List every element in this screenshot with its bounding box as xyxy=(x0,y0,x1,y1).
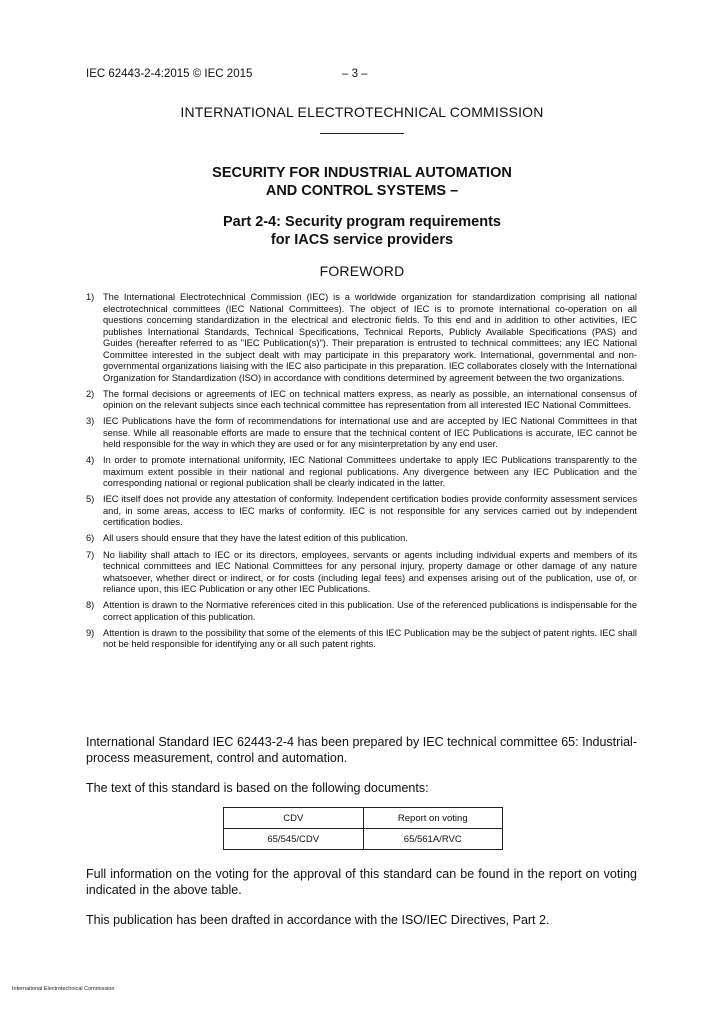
table-cell: 65/545/CDV xyxy=(224,829,364,850)
title-line-1: SECURITY FOR INDUSTRIAL AUTOMATION xyxy=(212,165,512,181)
item-text: In order to promote international uniformity, IEC National Committees undertake to apply IEC Publications transparently to the maximum extent possible in their national and regional publications. Any divergence between any IEC Publication and the corresponding national or regional publication shall be clearly indicated in the latter. xyxy=(103,455,637,489)
title-divider xyxy=(320,133,404,134)
item-text: Attention is drawn to the Normative references cited in this publication. Use of the referenced publications is indispensable for the correct application of this publication. xyxy=(103,600,637,622)
organization-name: INTERNATIONAL ELECTROTECHNICAL COMMISSION xyxy=(180,104,544,120)
item-number: 1) xyxy=(86,292,95,302)
page-header xyxy=(86,68,368,80)
full-info-paragraph: Full information on the voting for the approval of this standard can be found in the report on voting indicated in the above table. xyxy=(86,867,637,897)
item-text: No liability shall attach to IEC or its directors, employees, servants or agents including individual experts and members of its technical committees and IEC National Committees for any personal injury, property damage or other damage of any nature whatsoever, whether direct or indirect, or for costs (including legal fees) and expenses arising out of the publication, use of, or reliance upon, this IEC Publication or any other IEC Publications. xyxy=(103,549,637,595)
foreword-list xyxy=(86,292,637,655)
item-text: Attention is drawn to the possibility that some of the elements of this IEC Publication may be the subject of patent rights. IEC shall not be held responsible for identifying any or all such patent rights. xyxy=(103,627,637,650)
foreword-item xyxy=(86,533,637,545)
foreword-heading: FOREWORD xyxy=(319,263,405,279)
document-id: IEC 62443-2-4:2015 © IEC 2015 xyxy=(86,68,253,80)
voting-table xyxy=(223,807,503,850)
foreword-item xyxy=(86,628,637,651)
item-number: 5) xyxy=(86,494,95,505)
part-title-line-2: for IACS service providers xyxy=(270,232,454,248)
table-row xyxy=(224,829,503,850)
item-text: IEC Publications have the form of recommendations for international use and are accepted by IEC National Committees in that sense. While all reasonable efforts are made to ensure that the technical content of IEC Publications is accurate, IEC cannot be held responsible for the way in which they are used or for any misinterpretation by any end user. xyxy=(103,416,637,450)
table-cell: 65/561A/RVC xyxy=(363,829,503,850)
item-number: 3) xyxy=(86,416,95,427)
item-number: 8) xyxy=(86,600,95,611)
table-header-row xyxy=(224,808,503,829)
based-on-paragraph: The text of this standard is based on the following documents: xyxy=(86,781,429,795)
document-title xyxy=(0,164,724,200)
item-number: 4) xyxy=(86,455,95,466)
part-title-line-1: Part 2-4: Security program requirements xyxy=(222,214,501,230)
page-footer: International Electrotechnical Commission xyxy=(12,986,115,992)
page-number: – 3 – xyxy=(342,68,368,80)
item-number: 7) xyxy=(86,549,95,560)
item-number: 2) xyxy=(86,388,95,399)
part-title xyxy=(0,213,724,249)
title-line-2: AND CONTROL SYSTEMS – xyxy=(265,183,459,199)
foreword-item xyxy=(86,600,637,623)
item-text: All users should ensure that they have the latest edition of this publication. xyxy=(103,533,408,544)
foreword-item xyxy=(86,455,637,490)
drafted-paragraph: This publication has been drafted in accordance with the ISO/IEC Directives, Part 2. xyxy=(86,913,550,927)
foreword-item xyxy=(86,389,637,412)
foreword-item xyxy=(86,550,637,596)
item-number: 6) xyxy=(86,533,95,544)
prepared-by-paragraph: International Standard IEC 62443-2-4 has been prepared by IEC technical committee 65: Industrial-process measurement, control and automation. xyxy=(86,735,637,765)
item-text: IEC itself does not provide any attestation of conformity. Independent certification bodies provide conformity assessment services and, in some areas, access to IEC marks of conformity. IEC is not responsible for any services carried out by independent certification bodies. xyxy=(103,494,637,528)
foreword-item xyxy=(86,494,637,529)
item-text: The International Electrotechnical Commission (IEC) is a worldwide organization for standardization comprising all national electrotechnical committees (IEC National Committees). The object of IEC is to promote international co-operation on all questions concerning standardization in the electrical and electronic fields. To this end and in addition to other activities, IEC publishes International Standards, Technical Specifications, Technical Reports, Publicly Available Specifications (PAS) and Guides (hereafter referred to as "IEC Publication(s)"). Their preparation is entrusted to technical committees; any IEC National Committee interested in the subject dealt with may participate in this preparatory work. International, governmental and non-governmental organizations liaising with the IEC also participate in this preparation. IEC collaborates closely with the International Organization for Standardization (ISO) in accordance with conditions determined by agreement between the two organizations. xyxy=(103,292,637,383)
foreword-item xyxy=(86,292,637,384)
table-header-cell: CDV xyxy=(224,808,364,829)
item-number: 9) xyxy=(86,627,95,638)
foreword-item xyxy=(86,416,637,451)
table-header-cell: Report on voting xyxy=(363,808,503,829)
item-text: The formal decisions or agreements of IEC on technical matters express, as nearly as possible, an international consensus of opinion on the relevant subjects since each technical committee has representation from all interested IEC National Committees. xyxy=(103,388,637,411)
